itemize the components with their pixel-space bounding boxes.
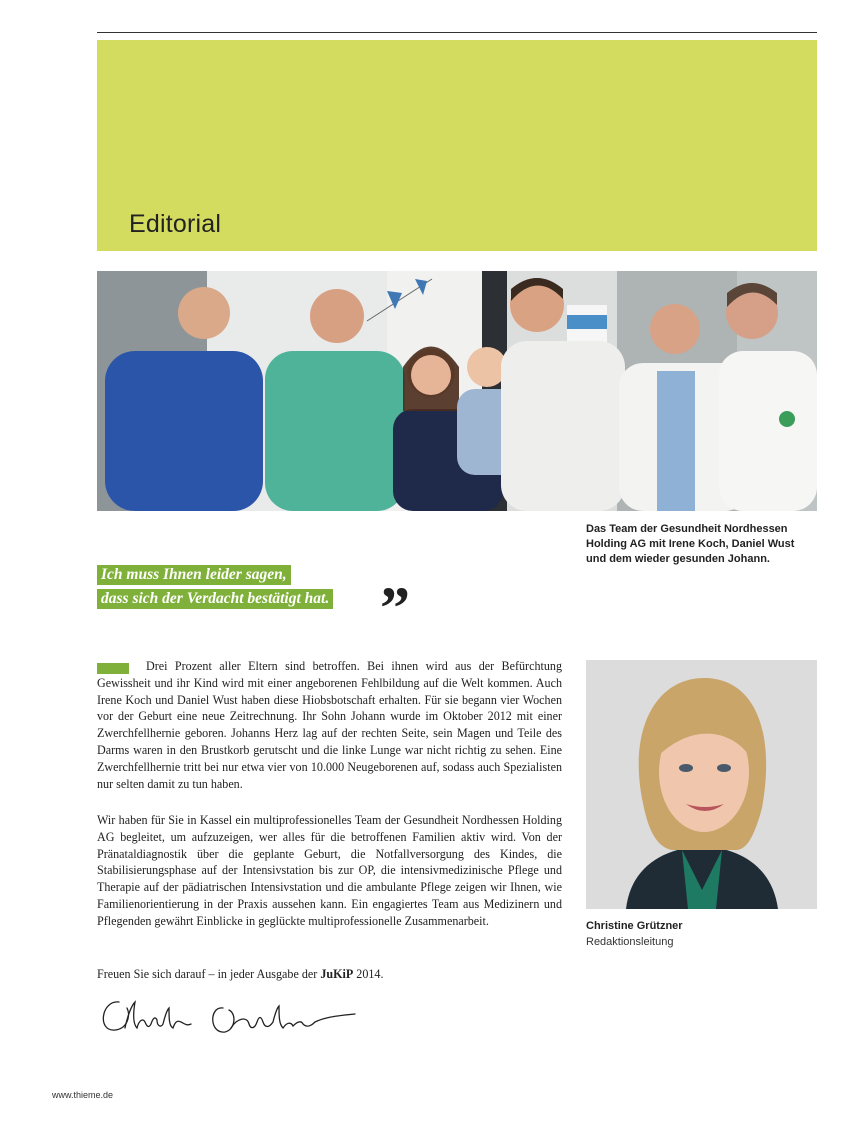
closing-text: Freuen Sie sich darauf – in jeder Ausgabe der xyxy=(97,967,321,981)
footer-url: www.thieme.de xyxy=(52,1090,114,1100)
body-paragraph-1: Drei Prozent aller Eltern sind betroffen. Bei ihnen wird aus der Befürchtung Gewissheit und ihr Kind wird mit einer angeborenen Fehlbildung auf die Welt kommen. Auch Irene Koch und Daniel Wust haben diese Hiobsbotschaft erhalten. Für sie begann vier Wochen vor der Geburt eine neue Zeitrechnung. Ihr Sohn Johann wurde im Oktober 2012 mit einer Zwerchfellhernie geboren. Johanns Herz lag auf der rechten Seite, sein Magen und Teile des Darms waren in den Brustkorb gerutscht und die linke Lunge war nicht richtig zu sehen. Eine Zwerchfellhernie tritt bei nur etwa vier von 10.000 Neugeborenen auf, sodass auch Spezialisten nur selten damit zu tun haben. xyxy=(97,659,562,791)
closing-year: 2014. xyxy=(353,967,384,981)
quote-mark-icon: ” xyxy=(380,575,410,641)
pull-quote-line-1: Ich muss Ihnen leider sagen, xyxy=(97,565,291,585)
page-title: Editorial xyxy=(129,210,222,238)
author-portrait xyxy=(586,660,817,909)
photo-caption: Das Team der Gesundheit Nordhessen Holding AG mit Irene Koch, Daniel Wust und dem wieder gesunden Johann. xyxy=(586,523,795,565)
body-paragraph-3 xyxy=(97,966,562,983)
pull-quote-line-2: dass sich der Verdacht bestätigt hat. xyxy=(97,589,333,609)
body-paragraph-2: Wir haben für Sie in Kassel ein multiprofessionelles Team der Gesundheit Nordhessen Holding AG begleitet, um aufzuzeigen, wer alles für die betroffenen Familien aktiv wird. Von der Pränataldiagnostik über die geplante Geburt, die Notfallversorgung des Kindes, die Stabilisierungsphase auf der Intensivstation bis zur OP, die intensivmedizinische Pflege und Therapie auf der pädiatrischen Intensivstation und die ambulante Pflege zeigen wir Ihnen, wie Familienorientierung in der Praxis aussehen kann. Ein engagiertes Team aus Medizinern und Pflegenden gewährt Einblicke in geglückte multiprofessionelle Zusammenarbeit. xyxy=(97,813,562,928)
top-rule xyxy=(97,32,817,33)
journal-name: JuKiP xyxy=(320,967,354,981)
author-name: Christine Grützner xyxy=(586,920,683,932)
signature xyxy=(97,994,359,1042)
team-photo xyxy=(97,271,817,511)
author-role: Redaktionsleitung xyxy=(586,936,674,948)
